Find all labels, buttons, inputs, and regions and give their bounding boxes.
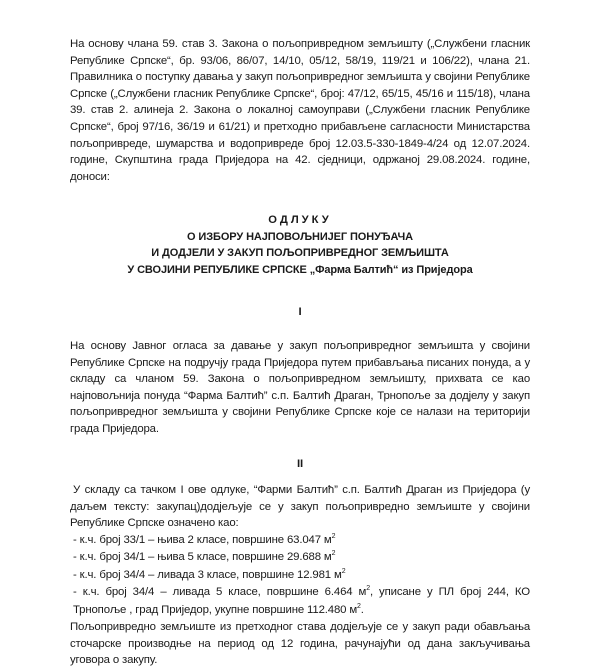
- plot-text: - к.ч. број 34/4 – ливада 5 класе, површине 6.464 м: [73, 586, 367, 599]
- document-page: [70, 36, 530, 669]
- unit-exponent: 2: [331, 533, 336, 541]
- section-number-ii: II: [296, 457, 304, 470]
- land-plot-item: [70, 567, 530, 584]
- land-plot-list: [70, 532, 530, 619]
- plot-registry-text: , уписане у ПЛ број 244, КО Трнопоље , град Приједор, укупне површине 112.480 м: [73, 586, 530, 616]
- unit-exponent: 2: [366, 585, 370, 593]
- plot-text: - к.ч. број 34/1 – њива 5 класе, површине 29.688 м: [73, 551, 332, 564]
- decision-subtitle-line-1: О ИЗБОРУ НАЈПОВОЉНИЈЕГ ПОНУЂАЧА: [187, 230, 413, 243]
- plot-text: - к.ч. број 34/4 – ливада 3 класе, површине 12.981 м: [73, 568, 342, 581]
- unit-exponent: 2: [341, 567, 346, 575]
- plot-end-punctuation: .: [360, 603, 364, 616]
- land-plot-item: [70, 532, 530, 549]
- unit-exponent: 2: [331, 550, 336, 558]
- preamble-paragraph: На основу члана 59. став 3. Закона о пољопривредном земљишту („Службени гласник Републике Српске“, бр. 93/06, 86/07, 14/10, 05/12, 58/19, 119/21 и 106/22), члана 21. Правилника о поступку давања у закуп пољопривредног земљишта у својини Републике Српске („Службени гласник Републике Српске“, број: 47/12, 65/15, 45/16 и 115/18), члана 39. став 2. алинеја 2. Закона о локалној самоуправи („Службени гласник Републике Српске“, број 97/16, 36/19 и 61/21) и претходно прибављене сагласности Министарства пољопривреде, шумарства и водопривреде број 12.03.5-330-1849-4/24 од 12.07.2024. године, Скупштина града Приједора на 42. сједници, одржаној 29.08.2024. године, доноси:: [70, 38, 530, 183]
- land-plot-item: [70, 549, 530, 566]
- section-ii-intro: У складу са тачком I ове одлуке, “Фарми Балтић” с.п. Балтић Драган из Приједора (у даљем тексту: закупац)додјељује се у закуп пољопривредно земљиште у својини Републике Српске означено као:: [70, 484, 530, 530]
- section-ii-closing: Пољопривредно земљиште из претходног става додјељује се у закуп ради обављања сточарске производње на период од 12 година, рачунајући од дана закључивања уговора о закупу.: [70, 620, 530, 667]
- unit-exponent: 2: [357, 602, 361, 610]
- land-plot-item: [70, 584, 530, 619]
- section-number-i: I: [298, 306, 302, 319]
- decision-subtitle-line-2: И ДОДЈЕЛИ У ЗАКУП ПОЉОПРИВРЕДНОГ ЗЕМЉИШТА: [151, 247, 449, 260]
- decision-title-block: [70, 212, 530, 278]
- plot-text: - к.ч. број 33/1 – њива 2 класе, површине 63.047 м: [73, 533, 332, 546]
- section-i-body: На основу Јавног огласа за давање у закуп пољопривредног земљишта у својини Републике Српске на подручју града Приједора путем прибављања писаних понуда, а у складу са чланом 59. Закона о пољопривредном земљишту, прихвата се као најповољнија понуда “Фарма Балтић” с.п. Балтић Драган, Трнопоље за додјелу у закуп пољопривредног земљишта у својини Републике Српске које се налази на територији града Приједора.: [70, 339, 530, 435]
- decision-title: ОДЛУКУ: [268, 214, 332, 227]
- decision-subtitle-line-3: У СВОЈИНИ РЕПУБЛИКЕ СРПСКЕ „Фарма Балтић“ из Приједора: [127, 263, 473, 276]
